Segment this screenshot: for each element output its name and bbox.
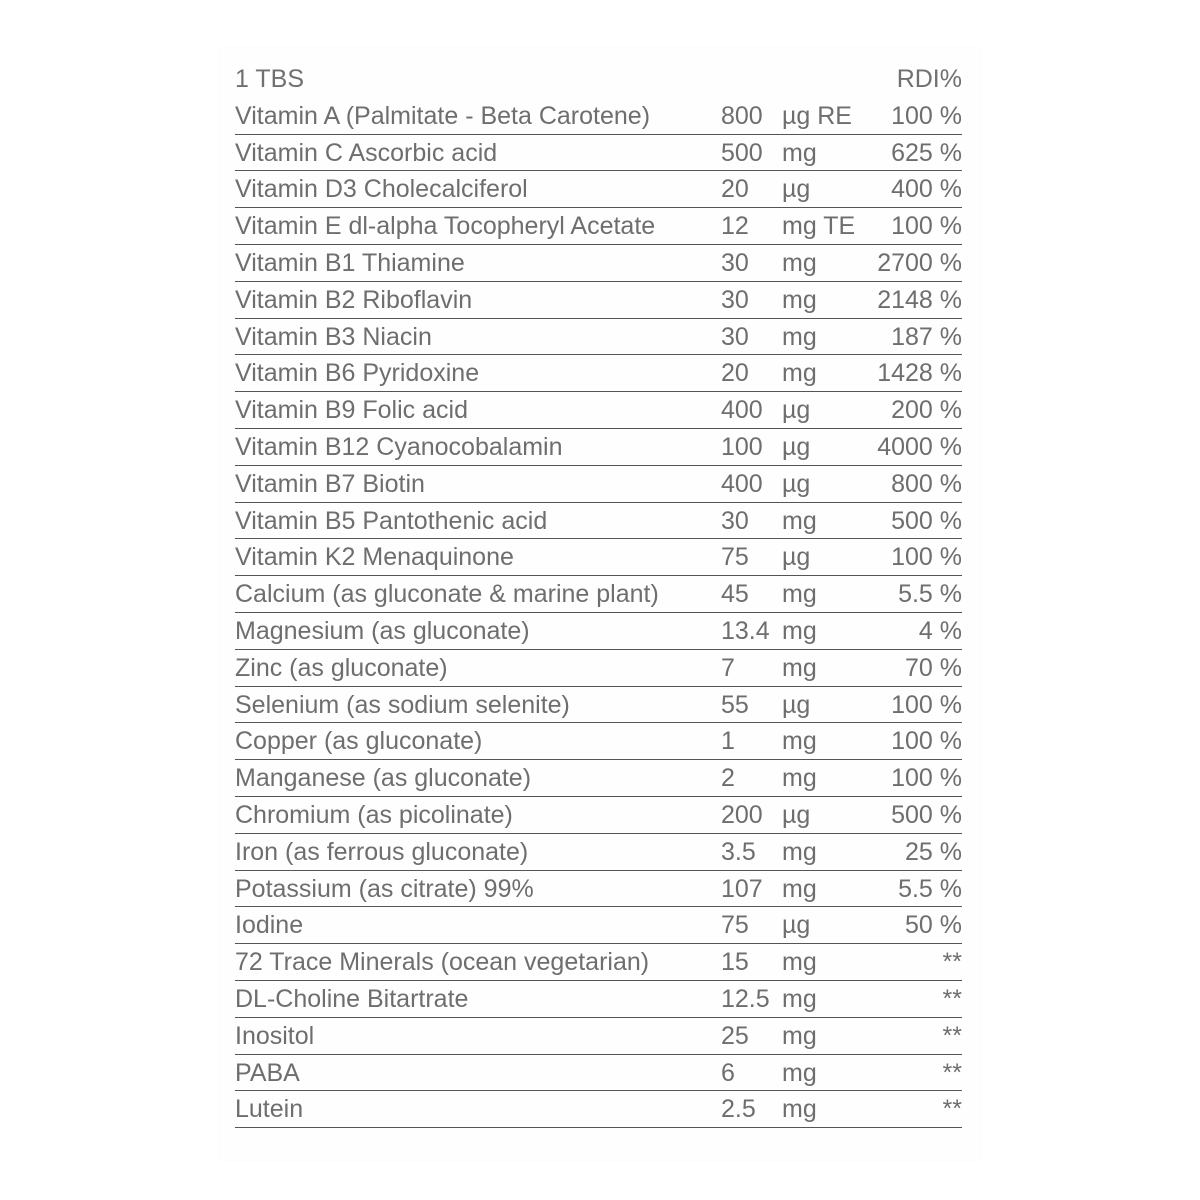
nutrient-amount: 2.5 bbox=[721, 1095, 756, 1124]
nutrient-unit: µg bbox=[782, 432, 811, 461]
nutrient-name: Vitamin E dl-alpha Tocopheryl Acetate bbox=[235, 212, 656, 241]
nutrient-unit: mg bbox=[782, 580, 817, 609]
nutrient-row bbox=[235, 539, 962, 576]
rdi-column-header: RDI% bbox=[896, 65, 962, 93]
nutrient-amount: 15 bbox=[721, 948, 749, 977]
nutrient-name: Iron (as ferrous gluconate) bbox=[235, 837, 529, 866]
nutrient-row bbox=[235, 245, 962, 282]
nutrient-unit: mg bbox=[782, 248, 817, 277]
nutrient-rows bbox=[235, 98, 962, 1128]
nutrient-amount: 75 bbox=[721, 543, 749, 572]
nutrient-amount: 400 bbox=[721, 396, 763, 425]
nutrient-name: Vitamin B2 Riboflavin bbox=[235, 285, 473, 314]
nutrient-unit: µg bbox=[782, 469, 811, 498]
nutrient-rdi: 625 % bbox=[891, 138, 962, 167]
nutrient-name: Vitamin B5 Pantothenic acid bbox=[235, 506, 548, 535]
nutrient-unit: mg bbox=[782, 837, 817, 866]
nutrient-unit: µg RE bbox=[782, 101, 852, 130]
nutrient-row bbox=[235, 466, 962, 503]
nutrient-unit: µg bbox=[782, 911, 811, 940]
nutrient-row bbox=[235, 760, 962, 797]
nutrient-name: Vitamin A (Palmitate - Beta Carotene) bbox=[235, 101, 651, 130]
nutrient-rdi: 500 % bbox=[891, 506, 962, 535]
nutrient-name: Manganese (as gluconate) bbox=[235, 764, 532, 793]
nutrient-unit: mg bbox=[782, 322, 817, 351]
nutrient-row bbox=[235, 687, 962, 724]
nutrient-unit: µg bbox=[782, 396, 811, 425]
nutrient-rdi: 4000 % bbox=[877, 432, 962, 461]
nutrient-unit: mg bbox=[782, 1058, 817, 1087]
nutrient-unit: mg bbox=[782, 138, 817, 167]
nutrient-amount: 2 bbox=[721, 764, 735, 793]
nutrient-name: Vitamin K2 Menaquinone bbox=[235, 543, 514, 572]
nutrient-amount: 500 bbox=[721, 138, 763, 167]
nutrient-rdi: 800 % bbox=[891, 469, 962, 498]
nutrient-row bbox=[235, 723, 962, 760]
nutrient-row bbox=[235, 1018, 962, 1055]
nutrient-rdi: ** bbox=[942, 984, 962, 1013]
nutrient-unit: mg bbox=[782, 874, 817, 903]
nutrient-name: Lutein bbox=[235, 1095, 304, 1124]
nutrient-unit: mg bbox=[782, 285, 817, 314]
nutrient-unit: mg bbox=[782, 764, 817, 793]
nutrient-unit: mg bbox=[782, 948, 817, 977]
nutrient-rdi: 187 % bbox=[891, 322, 962, 351]
nutrient-amount: 12 bbox=[721, 212, 749, 241]
nutrient-amount: 200 bbox=[721, 800, 763, 829]
nutrient-unit: mg bbox=[782, 984, 817, 1013]
nutrient-amount: 800 bbox=[721, 101, 763, 130]
nutrient-row bbox=[235, 171, 962, 208]
nutrient-amount: 25 bbox=[721, 1021, 749, 1050]
nutrient-unit: mg bbox=[782, 616, 817, 645]
nutrient-row bbox=[235, 981, 962, 1018]
nutrient-unit: mg bbox=[782, 1095, 817, 1124]
nutrient-amount: 30 bbox=[721, 322, 749, 351]
serving-size-label: 1 TBS bbox=[235, 65, 305, 93]
nutrient-unit: mg bbox=[782, 359, 817, 388]
nutrient-rdi: 4 % bbox=[918, 616, 962, 645]
nutrient-amount: 30 bbox=[721, 285, 749, 314]
nutrient-amount: 400 bbox=[721, 469, 763, 498]
nutrient-unit: mg bbox=[782, 727, 817, 756]
nutrient-rdi: 25 % bbox=[905, 837, 962, 866]
nutrient-name: Zinc (as gluconate) bbox=[235, 653, 448, 682]
nutrient-amount: 55 bbox=[721, 690, 749, 719]
nutrient-row bbox=[235, 98, 962, 135]
nutrient-rdi: 2700 % bbox=[877, 248, 962, 277]
nutrient-amount: 100 bbox=[721, 432, 763, 461]
nutrient-row bbox=[235, 576, 962, 613]
nutrient-unit: µg bbox=[782, 175, 811, 204]
nutrient-row bbox=[235, 282, 962, 319]
nutrient-unit: µg bbox=[782, 543, 811, 572]
nutrient-name: Inositol bbox=[235, 1021, 315, 1050]
nutrient-rdi: 100 % bbox=[891, 212, 962, 241]
nutrient-name: Vitamin C Ascorbic acid bbox=[235, 138, 498, 167]
nutrient-amount: 107 bbox=[721, 874, 763, 903]
nutrient-row bbox=[235, 503, 962, 540]
nutrient-name: Vitamin B1 Thiamine bbox=[235, 248, 465, 277]
nutrient-name: 72 Trace Minerals (ocean vegetarian) bbox=[235, 948, 650, 977]
nutrient-name: Calcium (as gluconate & marine plant) bbox=[235, 580, 659, 609]
nutrient-amount: 45 bbox=[721, 580, 749, 609]
nutrient-amount: 6 bbox=[721, 1058, 735, 1087]
nutrient-row bbox=[235, 319, 962, 356]
nutrient-row bbox=[235, 135, 962, 172]
nutrient-name: DL-Choline Bitartrate bbox=[235, 984, 469, 1013]
nutrient-row bbox=[235, 834, 962, 871]
nutrient-amount: 20 bbox=[721, 359, 749, 388]
nutrient-amount: 13.4 bbox=[721, 616, 770, 645]
nutrient-amount: 30 bbox=[721, 506, 749, 535]
nutrient-amount: 7 bbox=[721, 653, 735, 682]
nutrient-rdi: 400 % bbox=[891, 175, 962, 204]
nutrient-rdi: ** bbox=[942, 1058, 962, 1087]
nutrient-name: PABA bbox=[235, 1058, 300, 1087]
nutrient-name: Vitamin B9 Folic acid bbox=[235, 396, 468, 425]
nutrient-rdi: ** bbox=[942, 1095, 962, 1124]
nutrient-amount: 20 bbox=[721, 175, 749, 204]
nutrient-row bbox=[235, 392, 962, 429]
nutrient-rdi: 100 % bbox=[891, 764, 962, 793]
nutrient-name: Iodine bbox=[235, 911, 304, 940]
nutrient-amount: 30 bbox=[721, 248, 749, 277]
nutrient-name: Vitamin D3 Cholecalciferol bbox=[235, 175, 528, 204]
nutrient-row bbox=[235, 907, 962, 944]
nutrient-unit: mg bbox=[782, 506, 817, 535]
nutrient-rdi: 100 % bbox=[891, 690, 962, 719]
nutrient-rdi: 100 % bbox=[891, 543, 962, 572]
nutrient-row bbox=[235, 1055, 962, 1092]
nutrient-name: Vitamin B3 Niacin bbox=[235, 322, 432, 351]
nutrient-name: Vitamin B12 Cyanocobalamin bbox=[235, 432, 563, 461]
nutrient-rdi: 2148 % bbox=[877, 285, 962, 314]
nutrient-rdi: 5.5 % bbox=[898, 580, 962, 609]
nutrient-unit: mg bbox=[782, 653, 817, 682]
nutrient-row bbox=[235, 944, 962, 981]
nutrient-rdi: 100 % bbox=[891, 727, 962, 756]
nutrient-row bbox=[235, 429, 962, 466]
nutrient-name: Vitamin B6 Pyridoxine bbox=[235, 359, 480, 388]
nutrient-row bbox=[235, 613, 962, 650]
nutrient-row bbox=[235, 355, 962, 392]
table-header-row bbox=[235, 61, 962, 98]
nutrient-rdi: 1428 % bbox=[877, 359, 962, 388]
nutrient-name: Potassium (as citrate) 99% bbox=[235, 874, 534, 903]
nutrient-rdi: 500 % bbox=[891, 800, 962, 829]
nutrient-row bbox=[235, 797, 962, 834]
nutrient-row bbox=[235, 650, 962, 687]
nutrient-amount: 1 bbox=[721, 727, 735, 756]
nutrient-rdi: ** bbox=[942, 1021, 962, 1050]
nutrient-unit: µg bbox=[782, 800, 811, 829]
nutrient-rdi: 50 % bbox=[905, 911, 962, 940]
nutrient-row bbox=[235, 1091, 962, 1128]
nutrient-name: Copper (as gluconate) bbox=[235, 727, 483, 756]
nutrient-row bbox=[235, 208, 962, 245]
nutrient-name: Magnesium (as gluconate) bbox=[235, 616, 530, 645]
nutrient-rdi: 70 % bbox=[905, 653, 962, 682]
nutrient-rdi: 100 % bbox=[891, 101, 962, 130]
nutrient-rdi: 200 % bbox=[891, 396, 962, 425]
nutrient-name: Chromium (as picolinate) bbox=[235, 800, 513, 829]
nutrient-unit: µg bbox=[782, 690, 811, 719]
nutrient-unit: mg bbox=[782, 1021, 817, 1050]
nutrient-name: Vitamin B7 Biotin bbox=[235, 469, 425, 498]
supplement-facts-table bbox=[235, 61, 962, 1128]
nutrient-name: Selenium (as sodium selenite) bbox=[235, 690, 570, 719]
nutrient-amount: 75 bbox=[721, 911, 749, 940]
nutrient-amount: 3.5 bbox=[721, 837, 756, 866]
nutrient-amount: 12.5 bbox=[721, 984, 770, 1013]
nutrient-unit: mg TE bbox=[782, 212, 856, 241]
nutrient-rdi: ** bbox=[942, 948, 962, 977]
nutrient-row bbox=[235, 871, 962, 908]
nutrient-rdi: 5.5 % bbox=[898, 874, 962, 903]
